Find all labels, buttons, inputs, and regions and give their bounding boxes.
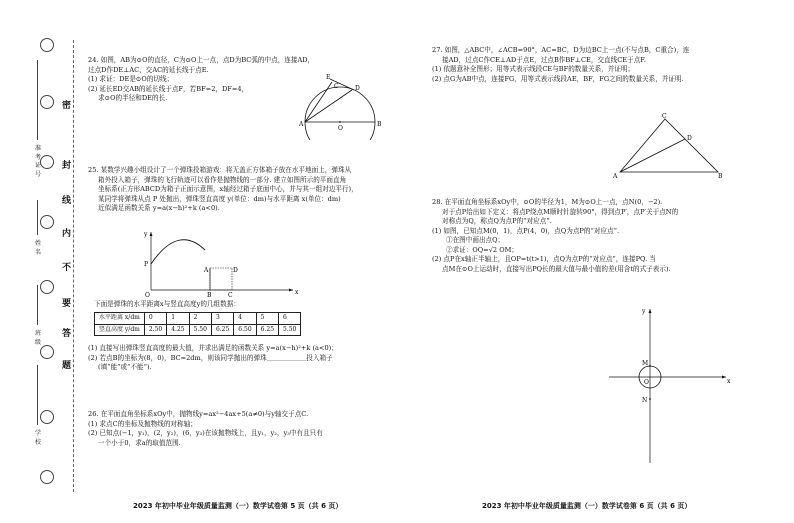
question-28: [432, 198, 777, 274]
binding-hole: [40, 215, 54, 229]
table-cell: 2: [189, 313, 211, 325]
table-cell: 4.25: [167, 324, 189, 336]
fig-label: x: [295, 289, 299, 296]
seal-char: 封: [62, 161, 72, 171]
table-cell: 5: [256, 313, 278, 325]
question-part: (2) 点G为AB中点，连接FG，用等式表示线段AE，BF，FG之间的数量关系，并证明.: [432, 74, 684, 83]
field-label-class: 班级: [34, 330, 41, 346]
seal-char: 答: [62, 329, 72, 339]
table-cell: 6.25: [211, 324, 233, 336]
fig-label: B: [377, 121, 382, 128]
question-25-parts: [88, 344, 406, 373]
field-line: [37, 200, 38, 235]
question-stem: 如图，AB为⊙O的直径，C为⊙O上一点，点D为BC弧的中点，连接AD，过点D作DE⊥AC，交AC的延长线于点E.: [88, 56, 315, 74]
binding-margin: [0, 0, 80, 523]
figure-q27-triangle: [612, 112, 752, 180]
table-cell: 5.50: [279, 324, 301, 336]
question-24: [88, 56, 318, 104]
question-stem-line: 对称点为Q，称点Q为点P的“对应点”.: [442, 217, 552, 226]
seal-dashed-line: [73, 40, 74, 492]
figure-q28-axes: [604, 305, 734, 465]
question-stem-line: 某数学兴趣小组设计了一个弹珠投箱游戏：将无盖正方体箱子放在水平地面上，弹珠从: [100, 166, 352, 174]
table-intro: 下面是弹珠的水平距离x与竖直高度y的几组数据：: [94, 300, 240, 308]
fig-label: A: [204, 267, 209, 274]
fig-label: x: [727, 378, 731, 385]
fig-label: A: [299, 121, 304, 128]
question-part: (1) 求证：DE是⊙O的切线；: [88, 75, 174, 84]
question-part: ①在图中画出点Q；: [446, 236, 505, 245]
fig-label: B: [718, 173, 723, 180]
table-cell: 1: [167, 313, 189, 325]
question-part: ②求证：OQ=√2 OM；: [446, 245, 518, 254]
binding-hole: [40, 280, 54, 294]
question-number: 24.: [88, 56, 99, 64]
table-cell: 6.50: [234, 324, 256, 336]
question-stem-line: 箱外投入箱子，弹珠的飞行轨迹可以看作是抛物线的一部分. 建立如图所示的平面直角: [98, 175, 347, 184]
page-5: [88, 0, 418, 523]
seal-char: 密: [62, 101, 72, 111]
question-26: [88, 410, 406, 448]
field-line: [37, 285, 38, 325]
question-part: 一个小于0，求a的取值范围.: [98, 438, 181, 447]
question-stem-line: 近似满足函数关系 y=a(x−h)²+k (a<0).: [98, 204, 220, 213]
question-part: (2) 点P在x轴正半轴上，且OP=t(t>1)，点Q为点P的“对应点”，连接PQ. 当: [432, 255, 656, 264]
question-stem-line: 某同学将弹珠从点 P 处抛出，弹珠竖直高度 y(单位：dm)与水平距离 x(单位：dm): [98, 194, 341, 203]
fig-label: P: [144, 261, 149, 268]
question-stem-line: 接AD，过点C作CE⊥AD于点E，过点B作BF⊥CE，交直线CE于点F.: [442, 55, 646, 64]
field-line: [37, 365, 38, 425]
question-part: (2) 延长ED交AB的延长线于点F，若BF=2，DF=4，: [88, 84, 249, 93]
fig-label: O: [644, 379, 649, 386]
fig-label: E: [326, 74, 331, 81]
field-label-name: 姓名: [34, 240, 41, 256]
question-number: 25.: [88, 166, 99, 174]
question-part: (1) 直接写出弹珠竖直高度的最大值，并求出满足的函数关系 y=a(x−h)²+k (a<0)；: [88, 344, 338, 352]
seal-char: 不: [62, 263, 72, 273]
question-27: [432, 46, 777, 84]
question-part: (2) 已知点(−1，y₁)，(2，y₂)，(6，y₃)在该抛物线上，且y₁，y₂，y₃中有且只有: [88, 429, 323, 438]
fig-label: B: [207, 292, 212, 298]
question-stem-line: 在平面直角坐标系xOy中，⊙O的半径为1，M为⊙O上一点，点N(0，−2).: [444, 198, 663, 206]
table-cell: 2.50: [144, 324, 166, 336]
seal-char: 内: [62, 229, 72, 239]
table-cell: 5.50: [189, 324, 211, 336]
page-6: [432, 0, 782, 523]
question-number: 28.: [432, 198, 443, 206]
fig-label: C: [662, 113, 667, 120]
fig-label: D: [233, 267, 238, 274]
seal-char: 线: [62, 196, 72, 206]
table-cell: 6.25: [256, 324, 278, 336]
fig-label: N: [642, 397, 648, 404]
seal-char: 题: [62, 361, 72, 371]
binding-hole: [40, 38, 54, 52]
fig-label: O: [338, 125, 343, 132]
table-row: [95, 313, 301, 325]
field-label-exam-id: 准考证号: [34, 145, 41, 179]
table-cell: 0: [144, 313, 166, 325]
binding-hole: [40, 470, 54, 484]
fig-label: C: [334, 83, 339, 90]
question-stem-line: 如图，△ABC中，∠ACB=90°，AC=BC，D为边BC上一点(不与点B，C重合)，连: [444, 46, 690, 54]
question-stem-line: 对于点P给出如下定义：将点P绕点M顺时针旋转90°，得到点P′，点P′关于点N的: [442, 207, 679, 216]
seal-char: 要: [62, 299, 72, 309]
table-cell: 4: [234, 313, 256, 325]
question-part: (1) 如图，已知点M(0，1)，点P(4，0)，点Q为点P的“对应点”.: [432, 226, 620, 235]
field-line: [37, 60, 38, 140]
data-table: [94, 312, 301, 336]
binding-hole: [40, 95, 54, 109]
table-cell: 竖直高度 y/dm: [95, 324, 145, 336]
question-stem: 在平面直角坐标系xOy中，抛物线y=ax²−4ax+5(a≠0)与y轴交于点C.: [100, 410, 309, 418]
fig-label: y: [642, 308, 646, 315]
question-part: 点M在⊙O上运动时，直接写出PQ长的最大值与最小值的差(用含t的式子表示).: [442, 264, 671, 273]
figure-q24-circle: [298, 70, 408, 140]
fig-label: C: [228, 292, 233, 298]
question-part: (2) 若点B的坐标为(8，0)，BC=2dm，则该同学抛出的弹珠＿＿＿＿＿＿投入箱子: [88, 353, 333, 362]
page-footer: 2023 年初中毕业年级质量监测（一）数学试卷第 5 页（共 6 页）: [133, 501, 343, 510]
question-stem-line: 坐标系(正方形ABCD为箱子正面示意图，x轴经过箱子底面中心，并与其一组对边平行)，: [98, 185, 358, 194]
table-cell: 6: [279, 313, 301, 325]
table-cell: 3: [211, 313, 233, 325]
fig-label: D: [687, 135, 692, 142]
question-part: (1) 求点C的坐标及抛物线的对称轴；: [88, 419, 197, 428]
question-25: [88, 166, 406, 214]
figure-q25-parabola: [143, 228, 303, 298]
field-label-school: 学校: [34, 430, 41, 446]
question-part: (1) 依题意补全图形；用等式表示线段CE与BF的数量关系，并证明；: [432, 65, 635, 74]
fig-label: M: [642, 360, 649, 367]
question-number: 26.: [88, 410, 99, 418]
question-part: 求⊙O的半径和DE的长.: [98, 94, 168, 103]
fig-label: D: [355, 85, 360, 92]
fig-label: A: [613, 173, 618, 180]
table-row: [95, 324, 301, 336]
binding-hole: [40, 410, 54, 424]
page-footer: 2023 年初中毕业年级质量监测（一）数学试卷第 6 页（共 6 页）: [482, 501, 692, 510]
question-part: (填“能”或“不能”).: [98, 363, 152, 372]
fig-label: y: [144, 231, 148, 238]
question-number: 27.: [432, 46, 443, 54]
table-cell: 水平距离 x/dm: [95, 313, 145, 325]
fig-label: O: [145, 292, 150, 298]
